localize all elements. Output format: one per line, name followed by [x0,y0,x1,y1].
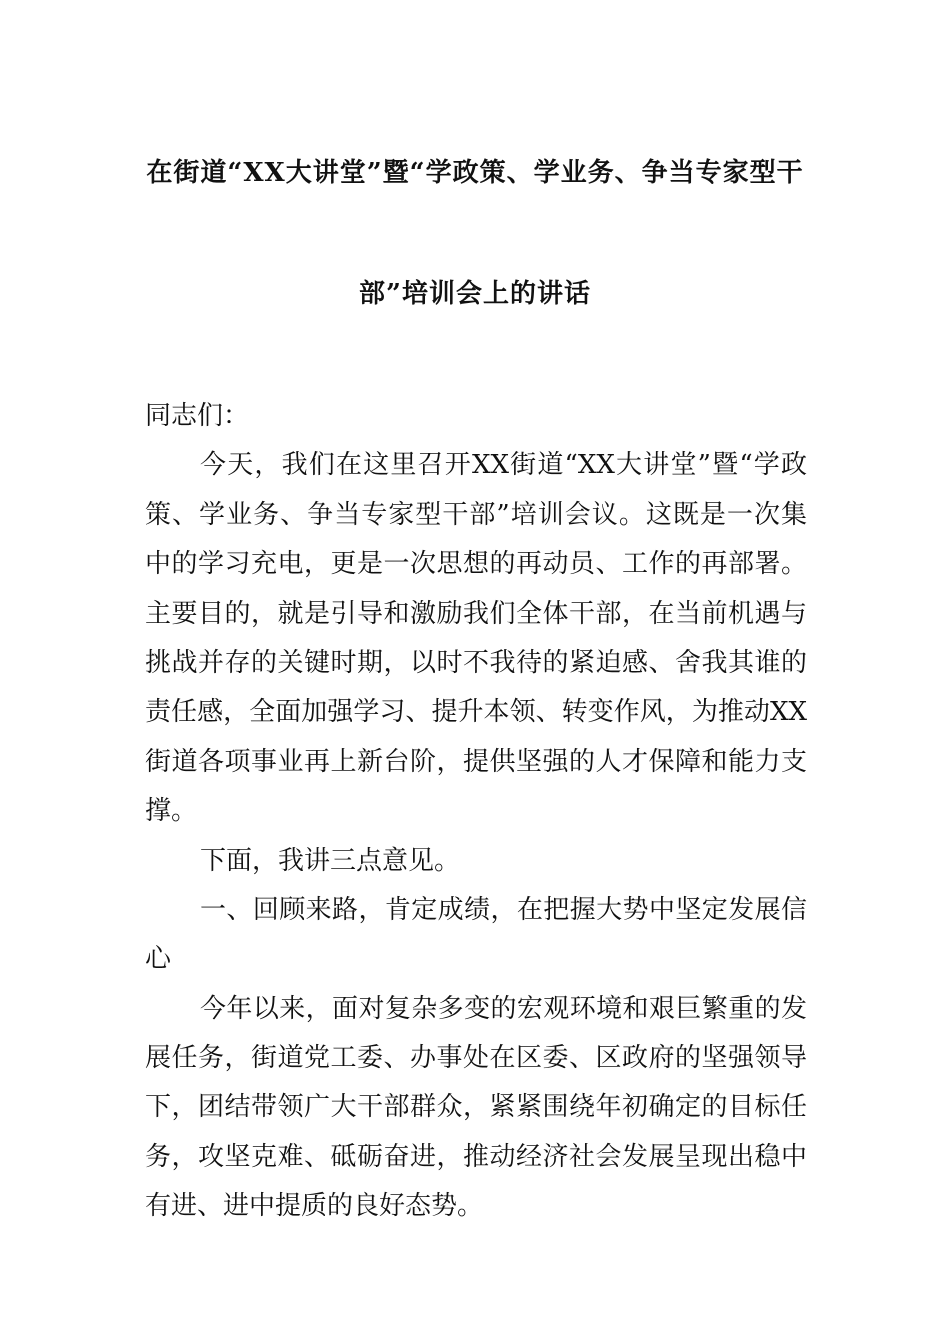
text-line: 撑。 [145,796,198,827]
text-line: 务，攻坚克难、砥砺奋进，推动经济社会发展呈现出稳中 [145,1141,807,1172]
text-line: 策、学业务、争当专家型干部”培训会议。这既是一次集 [145,499,807,530]
text-line: 有进、进中提质的良好态势。 [145,1191,484,1222]
text-line: 今天，我们在这里召开XX街道“XX大讲堂”暨“学政 [200,450,807,481]
text-line: 同志们： [145,401,250,431]
text-line: 今年以来，面对复杂多变的宏观环境和艰巨繁重的发 [200,993,807,1024]
text-line: 中的学习充电，更是一次思想的再动员、工作的再部署。 [145,549,807,580]
document-body [145,392,807,1232]
text-line: 展任务，街道党工委、办事处在区委、区政府的坚强领导 [145,1043,807,1074]
text-line: 责任感，全面加强学习、提升本领、转变作风，为推动XX [145,697,807,728]
text-line: 挑战并存的关键时期，以时不我待的紧迫感、舍我其谁的 [145,647,807,678]
text-line: 心 [145,944,172,975]
text-line: 街道各项事业再上新台阶，提供坚强的人才保障和能力支 [145,746,807,777]
document-title-line-2: 部”培训会上的讲话 [359,279,591,309]
text-line: 主要目的，就是引导和激励我们全体干部，在当前机遇与 [145,598,807,629]
text-line: 一、回顾来路，肯定成绩，在把握大势中坚定发展信 [200,894,807,925]
text-line: 下面，我讲三点意见。 [200,845,461,876]
text-line: 下，团结带领广大干部群众，紧紧围绕年初确定的目标任 [145,1092,807,1123]
document-title-line-1: 在街道“XX大讲堂”暨“学政策、学业务、争当专家型干 [146,158,804,188]
